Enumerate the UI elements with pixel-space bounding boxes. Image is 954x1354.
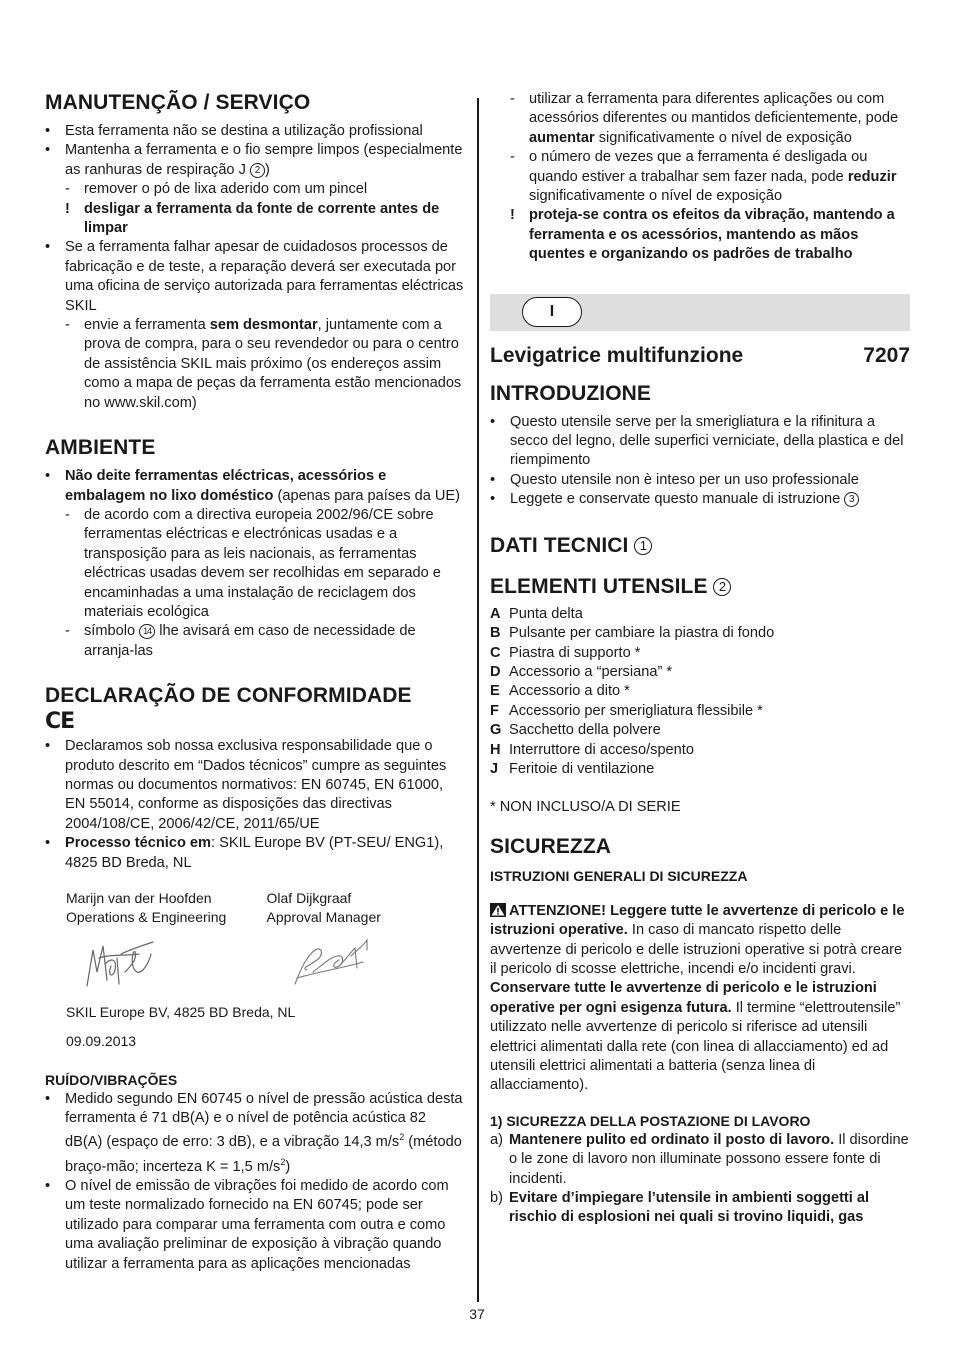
signature-images (45, 928, 467, 1003)
list-item: b) Evitare d’impiegare l’utensile in ambienti soggetti al rischio di esplosioni nei quali si trovino liquidi, gas (490, 1190, 870, 1226)
safety-heading: SICUREZZA (490, 834, 612, 858)
ce-mark-icon: CE (45, 709, 75, 735)
list-item: - remover o pó de lixa aderido com um pincel (65, 181, 368, 198)
list-item: a) Mantenere pulito ed ordinato il posto di lavoro. Il disordine o le zone di lavoro non illuminate possono essere fonte di incidenti. (490, 1131, 909, 1187)
element-item: E Accessorio a dito * (490, 683, 630, 700)
page-number: 37 (469, 1306, 485, 1322)
element-item: D Accessorio a “persiana” * (490, 663, 673, 680)
right-column (490, 90, 910, 1228)
ref-number-icon: 2 (713, 578, 731, 596)
signatures (45, 928, 467, 1003)
ref-number-icon: 3 (844, 492, 859, 507)
list-item: • Se a ferramenta falhar apesar de cuidadosos processos de fabricação e de teste, a reparação deverá ser executada por uma oficina de serviço autorizada para ferramentas eléctricas SKIL (45, 239, 464, 314)
signatory-2: Olaf Dijkgraaf Approval Manager (266, 890, 381, 926)
language-bar (490, 294, 910, 331)
element-item: A Punta delta (490, 605, 583, 622)
list-item: - de acordo com a directiva europeia 2002/96/CE sobre ferramentas eléctricas e electrónicas usadas e a transposição para as leis nacionais, as ferramentas eléctricas usadas devem ser recolhidas em separado e encaminhadas a uma instalação de reciclagem dos materiais ecológica (65, 506, 441, 620)
signatory-1: Marijn van der Hoofden Operations & Engineering (66, 890, 227, 926)
tool-elements-list (490, 605, 910, 780)
ref-number-icon: 2 (250, 163, 265, 178)
warning-item: ! desligar a ferramenta da fonte de corrente antes de limpar (65, 200, 440, 237)
element-item: B Pulsante per cambiare la piastra di fondo (490, 625, 775, 642)
element-item: F Accessorio per smerigliatura flessibile * (490, 702, 763, 719)
element-item: J Feritoie di ventilazione (490, 760, 655, 777)
signature-1 (87, 942, 153, 986)
ref-number-icon: 14 (139, 624, 155, 639)
maintenance-heading: MANUTENÇÃO / SERVIÇO (45, 91, 311, 114)
element-item: C Piastra di supporto * (490, 644, 641, 661)
list-item: • Declaramos sob nossa exclusiva responsabilidade que o produto descrito em “Dados técnicos” cumpre as seguintes normas ou documentos normativos: EN 60745, EN 61000, EN 55014, conforme as disposições das directivas 2004/108/CE, 2006/42/CE, 2011/65/UE (45, 738, 447, 832)
noise-vibration-heading: RUÍDO/VIBRAÇÕES (45, 1071, 178, 1088)
signature-2 (295, 940, 367, 984)
general-safety-subheading: ISTRUZIONI GENERALI DI SICUREZZA (490, 867, 748, 884)
tech-data-heading: DATI TECNICI 1 (490, 533, 910, 559)
company-address: SKIL Europe BV, 4825 BD Breda, NL (66, 1003, 296, 1020)
product-name: Levigatrice multifunzione (490, 343, 744, 367)
tool-elements-heading: ELEMENTI UTENSILE 2 (490, 574, 910, 600)
ref-number-icon: 1 (634, 537, 652, 555)
list-item: • Leggete e conservate questo manuale di istruzione 3 (490, 490, 910, 509)
list-item: - utilizar a ferramenta para diferentes aplicações ou com acessórios diferentes ou mantidos deficientemente, pode aumentar significativamente o nível de exposição (510, 91, 899, 146)
declaration-heading: DECLARAÇÃO DE CONFORMIDADE (45, 684, 412, 708)
exclamation-icon: ! (510, 207, 515, 224)
not-included-note: * NON INCLUSO/A DI SERIE (490, 799, 681, 816)
signatories (66, 889, 467, 928)
warning-triangle-icon (490, 903, 506, 917)
list-item: • Esta ferramenta não se destina a utilização profissional (45, 123, 423, 139)
element-item: H Interruttore di acceso/spento (490, 741, 694, 758)
list-item: • Medido segundo EN 60745 o nível de pressão acústica desta ferramenta é 71 dB(A) e o nível de potência acústica 82 dB(A) (espaço de erro: 3 dB), e a vibração 14,3 $m/s^2$ (método braço-mão; incerteza K = 1,5 $m/s^2$) (45, 1090, 463, 1175)
left-column (45, 90, 467, 1274)
environment-heading: AMBIENTE (45, 436, 156, 460)
language-badge: I (522, 297, 582, 327)
workplace-safety-subheading: 1) SICUREZZA DELLA POSTAZIONE DI LAVORO (490, 1112, 811, 1129)
column-divider (477, 98, 479, 1302)
product-code: 7207 (863, 343, 910, 367)
list-item: - envie a ferramenta sem desmontar, juntamente com a prova de compra, para o seu revendedor ou para o centro de assistência SKIL mais próximo (os endereços assim como a mapa de peças da ferramenta estão mencionados no www.skil.com) (65, 317, 462, 411)
list-item: • Questo utensile non è inteso per un uso professionale (490, 471, 859, 488)
product-title (490, 343, 910, 369)
list-item: - símbolo 14 lhe avisará em caso de necessidade de arranja-las (65, 623, 416, 659)
declaration-date: 09.09.2013 (66, 1033, 137, 1050)
intro-heading: INTRODUZIONE (490, 381, 652, 405)
list-item: - o número de vezes que a ferramenta é desligada ou quando estiver a trabalhar sem fazer nada, pode reduzir significativamente o nível de exposição (510, 149, 897, 205)
warning-item: ! proteja-se contra os efeitos da vibração, mantendo a ferramenta e os acessórios, mantendo as mãos quentes e organizando os padrões de trabalho (510, 207, 895, 263)
list-item: • Questo utensile serve per la smerigliatura e la rifinitura a secco del legno, delle superfici verniciate, della plastica e del riempimento (490, 413, 904, 469)
list-item: • O nível de emissão de vibrações foi medido de acordo com um teste normalizado fornecido na EN 60745; pode ser utilizado para comparar uma ferramenta com outra e como uma avaliação preliminar de exposição à vibração quando utilizar a ferramenta para as aplicações mencionadas (45, 1177, 449, 1272)
element-item: G Sacchetto della polvere (490, 722, 661, 739)
exclamation-icon: ! (65, 200, 70, 217)
list-item: • Mantenha a ferramenta e o fio sempre limpos (especialmente as ranhuras de respiração J 2 ) (45, 142, 463, 178)
safety-warning-paragraph: ATTENZIONE! Leggere tutte le avvertenze di pericolo e le istruzioni operative. In caso di mancato rispetto delle avvertenze di pericolo e delle istruzioni operative si potrà creare il pericolo di scosse elettriche, incendi e/o incidenti gravi. Conservare tutte le avvertenze di pericolo e le istruzioni operative per ogni esigenza futura. Il termine “elettroutensile” utilizzato nelle avvertenze di pericolo si riferisce ad utensili elettrici alimentati dalla rete (con linea di allacciamento) ed ad utensili elettrici alimentati a batteria (senza linea di allacciamento). (490, 902, 905, 1094)
list-item: • Não deite ferramentas eléctricas, acessórios e embalagem no lixo doméstico (apenas para países da UE) (45, 468, 461, 504)
list-item: • Processo técnico em: SKIL Europe BV (PT-SEU/ ENG1), 4825 BD Breda, NL (45, 835, 444, 871)
